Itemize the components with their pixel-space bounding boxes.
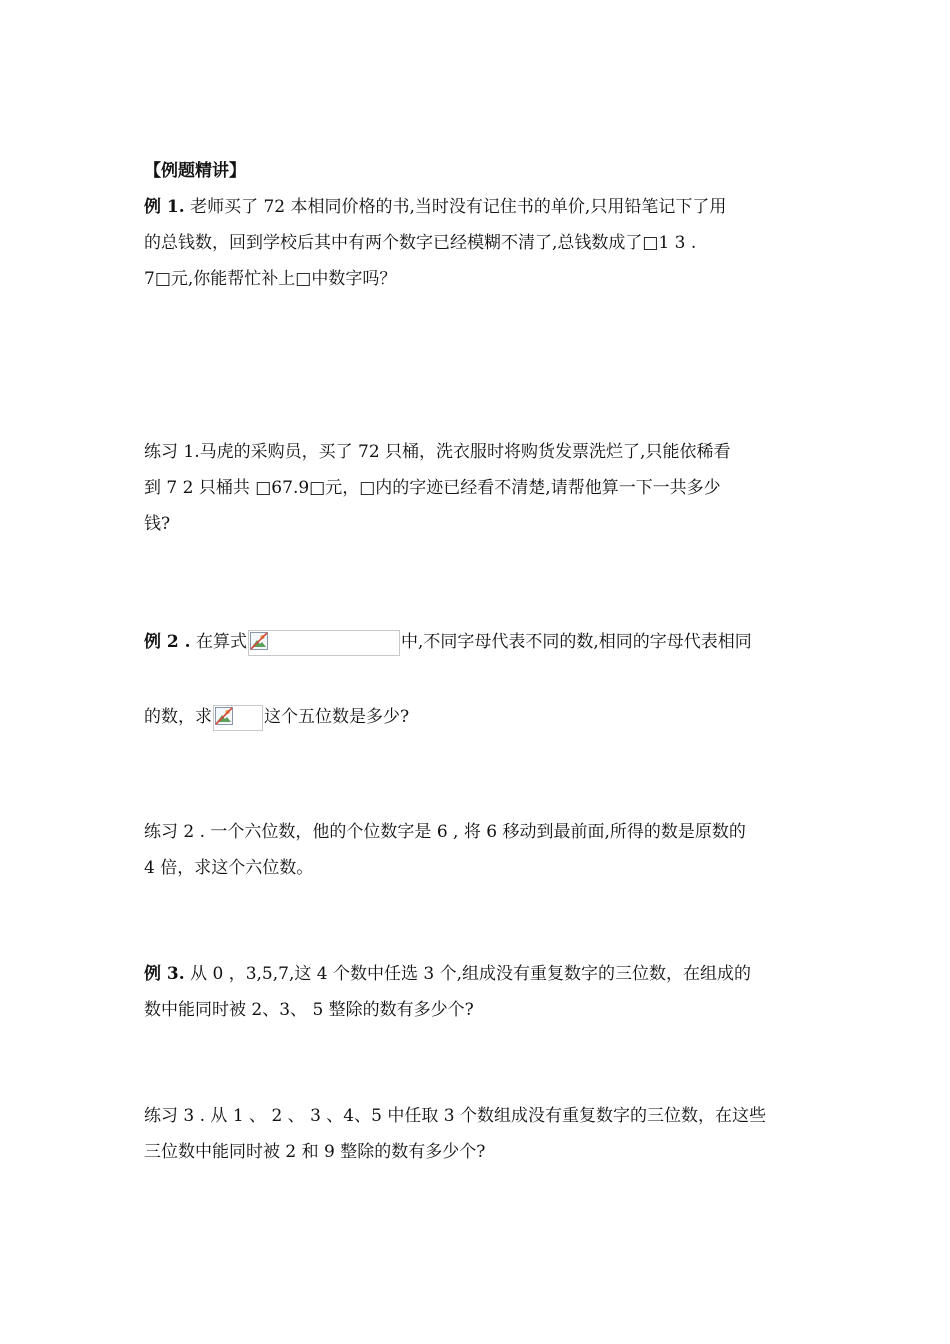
practice-1 bbox=[144, 434, 814, 542]
example-1-line-1 bbox=[144, 189, 814, 225]
example-2-label: 例 2 . bbox=[144, 632, 191, 652]
example-3-text-1: 从 0 ，3,5,7,这 4 个数中任选 3 个,组成没有重复数字的三位数，在组成的 bbox=[184, 964, 752, 984]
practice-2-line-2: 4 倍，求这个六位数。 bbox=[144, 858, 314, 878]
example-1-line-3: 7□元,你能帮忙补上□中数字吗？ bbox=[144, 269, 397, 289]
practice-2 bbox=[144, 814, 814, 886]
broken-image-icon bbox=[250, 632, 268, 650]
example-1-line-2: 的总钱数，回到学校后其中有两个数字已经模糊不清了,总钱数成了□1 3 . bbox=[144, 233, 697, 253]
example-1-label: 例 1. bbox=[144, 197, 185, 217]
example-2-line-2 bbox=[144, 699, 814, 735]
example-3 bbox=[144, 956, 814, 1028]
practice-2-line-1: 练习 2 . 一个六位数，他的个位数字是 6 , 将 6 移动到最前面,所得的数是原数的 bbox=[144, 822, 746, 842]
practice-3-line-2: 三位数中能同时被 2 和 9 整除的数有多少个? bbox=[144, 1142, 486, 1162]
example-3-line-2: 数中能同时被 2、3、 5 整除的数有多少个? bbox=[144, 1000, 474, 1020]
section-title: 【例题精讲】 bbox=[144, 161, 246, 181]
equation-image bbox=[248, 630, 400, 656]
example-2-text-4: 这个五位数是多少? bbox=[264, 707, 410, 727]
example-3-line-1 bbox=[144, 956, 814, 992]
practice-1-line-2: 到 7 2 只桶共 □67.9□元，□内的字迹已经看不清楚,请帮他算一下一共多少 bbox=[144, 478, 721, 498]
example-1 bbox=[144, 189, 814, 297]
example-2-text-1: 在算式 bbox=[190, 632, 247, 652]
example-2-text-3: 的数，求 bbox=[144, 707, 212, 727]
example-2-text-2: 中,不同字母代表不同的数,相同的字母代表相同 bbox=[401, 632, 752, 652]
example-3-label: 例 3. bbox=[144, 964, 185, 984]
practice-1-line-3: 钱? bbox=[144, 514, 171, 534]
number-image bbox=[213, 705, 263, 731]
practice-3 bbox=[144, 1098, 814, 1170]
practice-1-line-1: 练习 1.马虎的采购员，买了 72 只桶，洗衣服时将购货发票洗烂了,只能依稀看 bbox=[144, 442, 731, 462]
practice-3-line-1: 练习 3 . 从 1 、 2 、 3 、4、5 中任取 3 个数组成没有重复数字的三位数，在这些 bbox=[144, 1106, 766, 1126]
example-1-text-1: 老师买了 72 本相同价格的书,当时没有记住书的单价,只用铅笔记下了用 bbox=[184, 197, 727, 217]
broken-image-icon bbox=[215, 707, 233, 725]
example-2-line-1 bbox=[144, 624, 814, 660]
